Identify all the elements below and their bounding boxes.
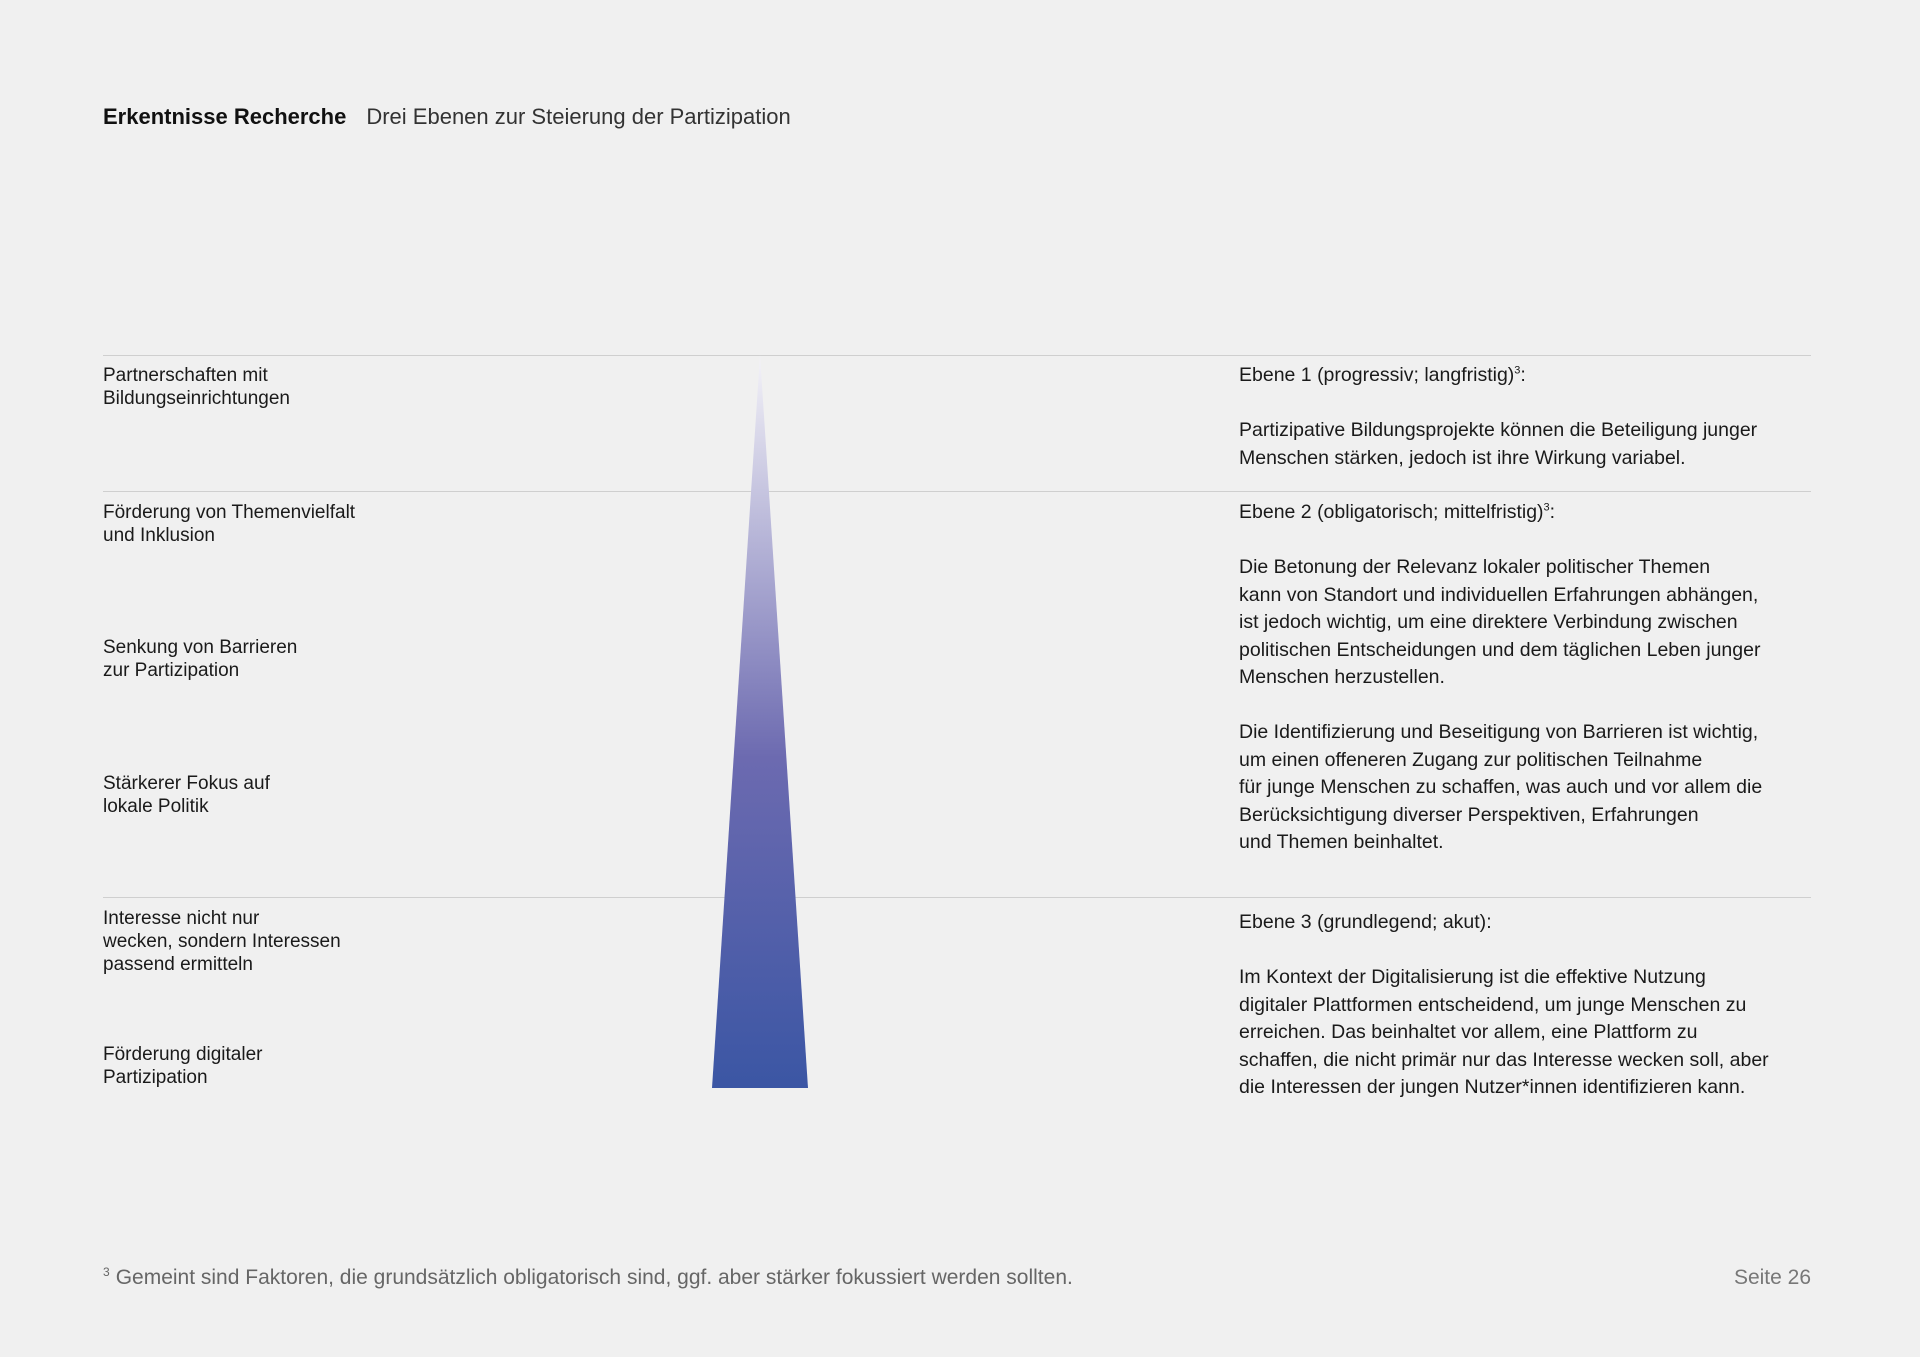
divider-top — [103, 355, 1811, 356]
page-number: Seite 26 — [1733, 1266, 1811, 1289]
factor-label-topic-diversity: Förderung von Themenvielfalt und Inklusion — [103, 502, 356, 546]
factor-label-interests: Interesse nicht nur wecken, sondern Interessen passend ermitteln — [103, 908, 341, 975]
level-triangle-graphic — [710, 355, 810, 1090]
level-2-heading: Ebene 2 (obligatorisch; mittelfristig)$^3$: — [1239, 501, 1556, 523]
level-1-heading: Ebene 1 (progressiv; langfristig)$^3$: — [1239, 364, 1526, 386]
factor-label-digital: Förderung digitaler Partizipation — [103, 1044, 263, 1088]
level-3-heading: Ebene 3 (grundlegend; akut): — [1239, 911, 1492, 933]
level-3-block — [1239, 909, 1819, 1102]
level-2-text-b: Die Identifizierung und Beseitigung von Barrieren ist wichtig, um einen offeneren Zugang zur politischen Teilnahme für junge Menschen zu schaffen, was auch und vor allem die Berücksichtigung diverser Perspektiven, Erfahrungen und Themen beinhaltet. — [1239, 721, 1763, 853]
footnote-text: Gemeint sind Faktoren, die grundsätzlich obligatorisch sind, ggf. aber stärker fokussiert werden sollten. — [115, 1266, 1073, 1289]
level-2-text-a: Die Betonung der Relevanz lokaler politischer Themen kann von Standort und individuellen Erfahrungen abhängen, ist jedoch wichtig, um eine direktere Verbindung zwischen politischen Entscheidungen und dem täglichen Leben junger Menschen herzustellen. — [1239, 556, 1761, 688]
level-3-text: Im Kontext der Digitalisierung ist die effektive Nutzung digitaler Plattformen entscheidend, um junge Menschen zu erreichen. Das beinhaltet vor allem, eine Plattform zu schaffen, die nicht primär nur das Interesse wecken soll, aber die Interessen der jungen Nutzer*innen identifizieren kann. — [1239, 966, 1769, 1098]
page-title: Erkentnisse Recherche — [103, 104, 347, 129]
factor-label-barriers: Senkung von Barrieren zur Partizipation — [103, 637, 298, 681]
divider-level-3 — [103, 897, 1811, 898]
level-1-block — [1239, 362, 1819, 472]
level-1-text: Partizipative Bildungsprojekte können die Beteiligung junger Menschen stärken, jedoch ist ihre Wirkung variabel. — [1239, 419, 1758, 469]
divider-level-2 — [103, 491, 1811, 492]
page-subtitle: Drei Ebenen zur Steierung der Partizipation — [366, 104, 791, 129]
level-2-block — [1239, 499, 1819, 857]
factor-label-partnerships: Partnerschaften mit Bildungseinrichtungen — [103, 365, 290, 409]
footnote — [103, 1265, 1073, 1290]
page-header — [103, 104, 791, 130]
triangle-shape — [712, 355, 808, 1088]
footnote-marker: 3 — [103, 1265, 110, 1279]
factor-label-local-politics: Stärkerer Fokus auf lokale Politik — [103, 773, 270, 817]
